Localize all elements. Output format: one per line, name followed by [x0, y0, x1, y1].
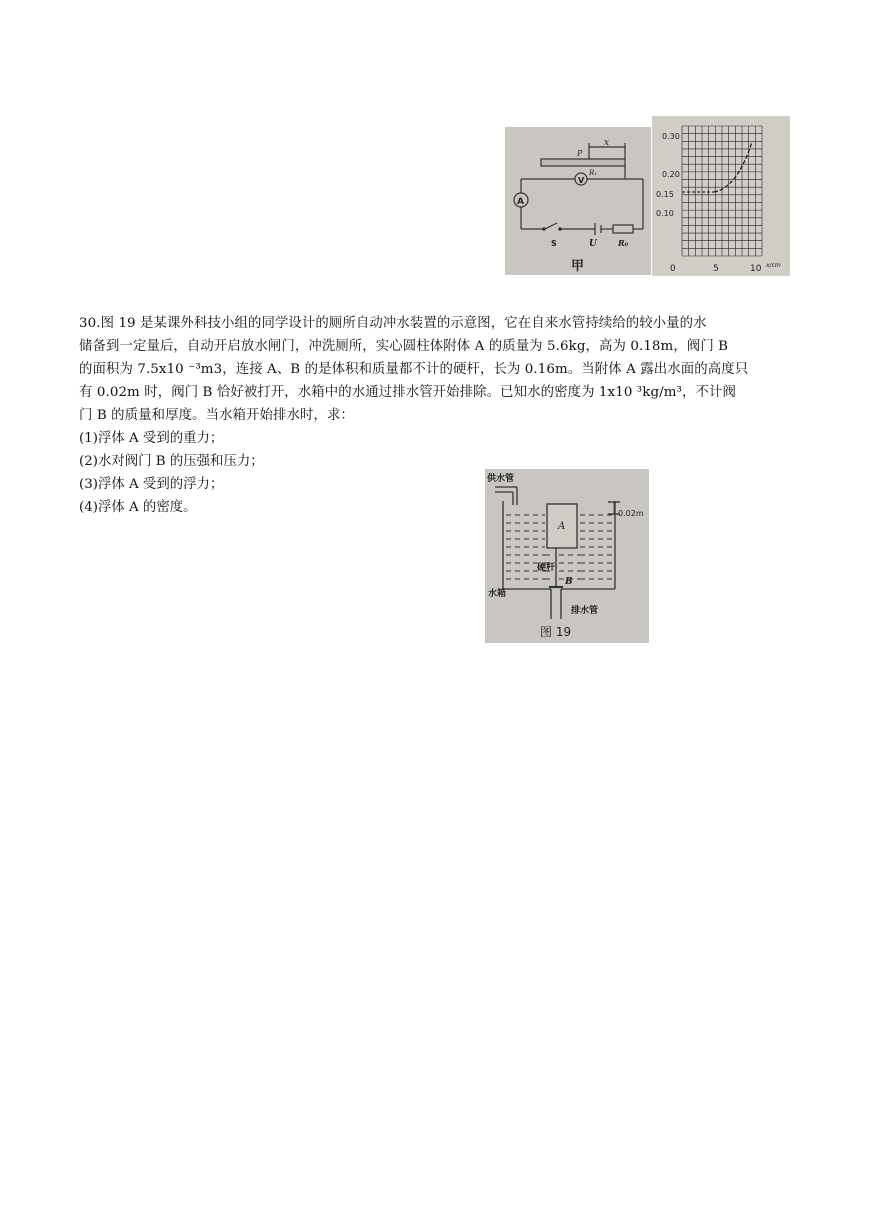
tank-figure: [485, 469, 649, 643]
circuit-figure: [505, 127, 651, 275]
y-tick-015: 0.15: [656, 190, 674, 199]
circuit-diagram: [505, 127, 651, 275]
x-axis-label: x/cm: [766, 262, 781, 269]
label-height: 0.02m: [618, 509, 644, 518]
label-r0: R₀: [618, 238, 629, 248]
tank-diagram: [485, 469, 649, 643]
label-voltmeter: V: [578, 176, 585, 185]
y-tick-020: 0.20: [662, 170, 680, 179]
label-x: x: [604, 138, 610, 148]
question-3: (3)浮体 A 受到的浮力；: [79, 477, 224, 492]
label-tank: 水箱: [488, 589, 507, 599]
label-float-a: A: [558, 521, 566, 532]
label-drain-pipe: 排水管: [571, 606, 599, 616]
x-tick-10: 10: [750, 264, 762, 274]
y-tick-030: 0.30: [662, 132, 680, 141]
question-1: (1)浮体 A 受到的重力；: [79, 431, 224, 446]
figure-caption-jia: 甲: [571, 259, 585, 274]
figure-caption-19: 图 19: [540, 625, 572, 639]
x-tick-5: 5: [713, 264, 719, 274]
graph-plot: [652, 116, 790, 276]
label-ammeter: A: [517, 197, 524, 207]
label-supply-pipe: 供水管: [487, 474, 515, 484]
x-tick-0: 0: [670, 264, 676, 274]
graph-figure: [652, 116, 790, 276]
label-valve-b: B: [565, 577, 573, 587]
label-rod: 硬杆: [537, 563, 556, 573]
problem-line: 30.图 19 是某课外科技小组的同学设计的厕所自动冲水装置的示意图，它在自来水管持续给的较小量的水: [79, 316, 707, 331]
label-r1: R₁: [589, 169, 598, 177]
label-switch: S: [551, 239, 557, 248]
y-tick-010: 0.10: [656, 209, 674, 218]
data-curve: [714, 142, 752, 192]
question-2: (2)水对阀门 B 的压强和压力；: [79, 454, 264, 469]
problem-line: 的面积为 7.5x10 ⁻³m3，连接 A、B 的是体积和质量都不计的硬杆，长为 0.16m。当附体 A 露出水面的高度只: [79, 362, 749, 377]
label-voltage: U: [589, 239, 597, 249]
problem-line: 储备到一定量后，自动开启放水闸门，冲洗厕所，实心圆柱体附体 A 的质量为 5.6kg，高为 0.18m，阀门 B: [79, 339, 729, 354]
problem-line: 门 B 的质量和厚度。当水箱开始排水时，求：: [79, 408, 354, 423]
label-p: P: [577, 149, 583, 158]
problem-line: 有 0.02m 时，阀门 B 恰好被打开，水箱中的水通过排水管开始排除。已知水的密度为 1x10 ³kg/m³，不计阀: [79, 385, 736, 400]
question-4: (4)浮体 A 的密度。: [79, 500, 197, 515]
problem-statement: [79, 312, 791, 427]
